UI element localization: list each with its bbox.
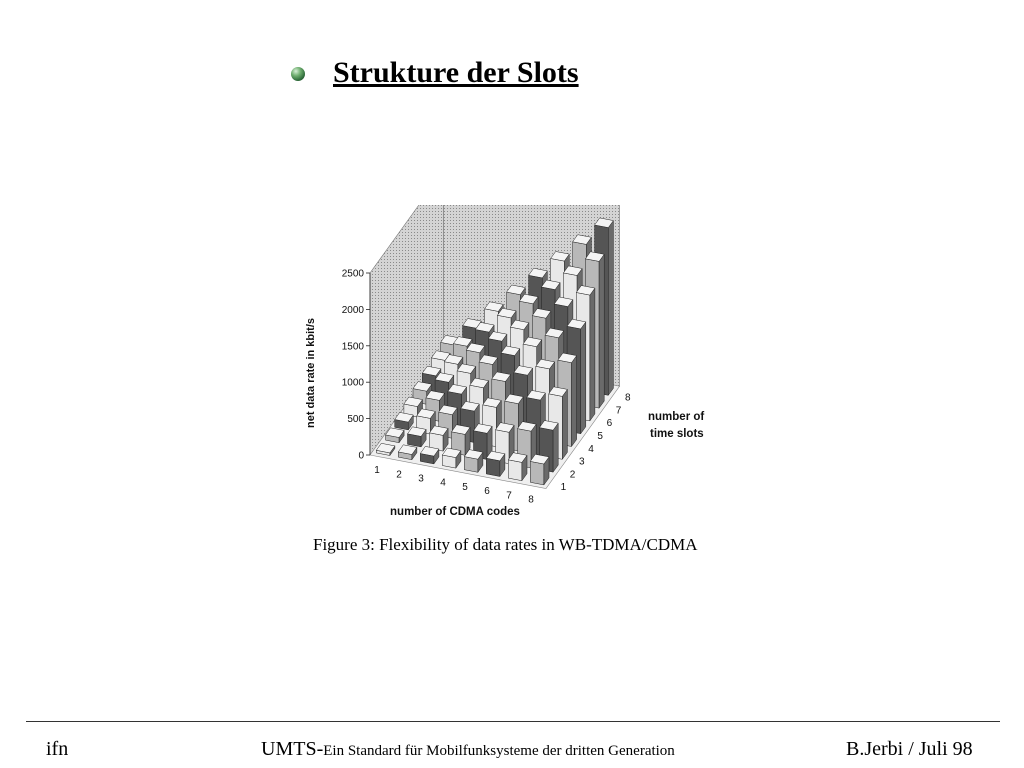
- y-tick-label: 1000: [341, 377, 364, 389]
- bar-1-7: [508, 453, 527, 481]
- bar-side: [572, 356, 577, 447]
- z-tick-label: 5: [597, 431, 603, 442]
- x-tick-label: 5: [462, 481, 468, 493]
- footer-title-sub: Ein Standard für Mobilfunksysteme der dritten Generation: [323, 743, 675, 759]
- footer-title: [261, 738, 675, 761]
- y-axis-ticks: [342, 269, 370, 462]
- slide-title: Strukture der Slots: [333, 56, 579, 89]
- bar-front: [508, 460, 522, 481]
- x-tick-label: 7: [506, 490, 512, 502]
- bar-1-4: [442, 448, 461, 468]
- bar-2-2: [408, 427, 427, 447]
- z-tick-label: 6: [606, 418, 613, 430]
- footer-divider: [26, 721, 1000, 722]
- footer-author-date: B.Jerbi / Juli 98: [846, 738, 973, 760]
- z-tick-label: 1: [560, 482, 567, 494]
- bar-1-6: [486, 451, 505, 476]
- bar-2-3: [430, 426, 449, 451]
- y-axis-label: net data rate in kbit/s: [305, 317, 317, 429]
- z-tick-label: 8: [625, 392, 631, 404]
- bar-side: [581, 322, 586, 434]
- bar-1-5: [464, 450, 483, 473]
- bar-side: [608, 221, 613, 396]
- bar-1-8: [530, 454, 549, 485]
- x-tick-label: 3: [418, 473, 424, 485]
- y-tick-label: 1500: [341, 341, 364, 353]
- y-tick-label: 2000: [341, 304, 364, 316]
- z-tick-label: 2: [569, 469, 576, 481]
- bar-side: [562, 389, 567, 459]
- x-tick-label: 1: [374, 465, 380, 477]
- bullet-icon: [291, 67, 305, 81]
- z-axis-label-line2: time slots: [650, 428, 704, 440]
- bar-side: [599, 254, 604, 408]
- x-tick-label: 4: [440, 477, 446, 489]
- bar-front: [486, 458, 500, 476]
- z-axis-label-line1: number of: [648, 411, 705, 423]
- y-tick-label: 0: [358, 450, 364, 462]
- z-tick-label: 3: [579, 456, 585, 468]
- x-tick-label: 8: [528, 494, 534, 506]
- figure-caption: Figure 3: Flexibility of data rates in WB-TDMA/CDMA: [313, 535, 698, 554]
- bar-front: [530, 461, 544, 485]
- x-axis-label: number of CDMA codes: [390, 506, 520, 518]
- bar-chart-3d: [300, 205, 740, 525]
- footer-institute: ifn: [46, 738, 69, 760]
- bar-side: [590, 288, 595, 421]
- x-tick-label: 2: [396, 469, 402, 481]
- y-tick-label: 500: [347, 414, 364, 426]
- z-tick-label: 4: [588, 443, 594, 455]
- bar-side: [553, 423, 558, 472]
- footer-title-main: UMTS-: [261, 738, 324, 760]
- z-tick-label: 7: [615, 405, 622, 417]
- x-tick-label: 6: [484, 486, 490, 498]
- y-tick-label: 2500: [341, 268, 364, 280]
